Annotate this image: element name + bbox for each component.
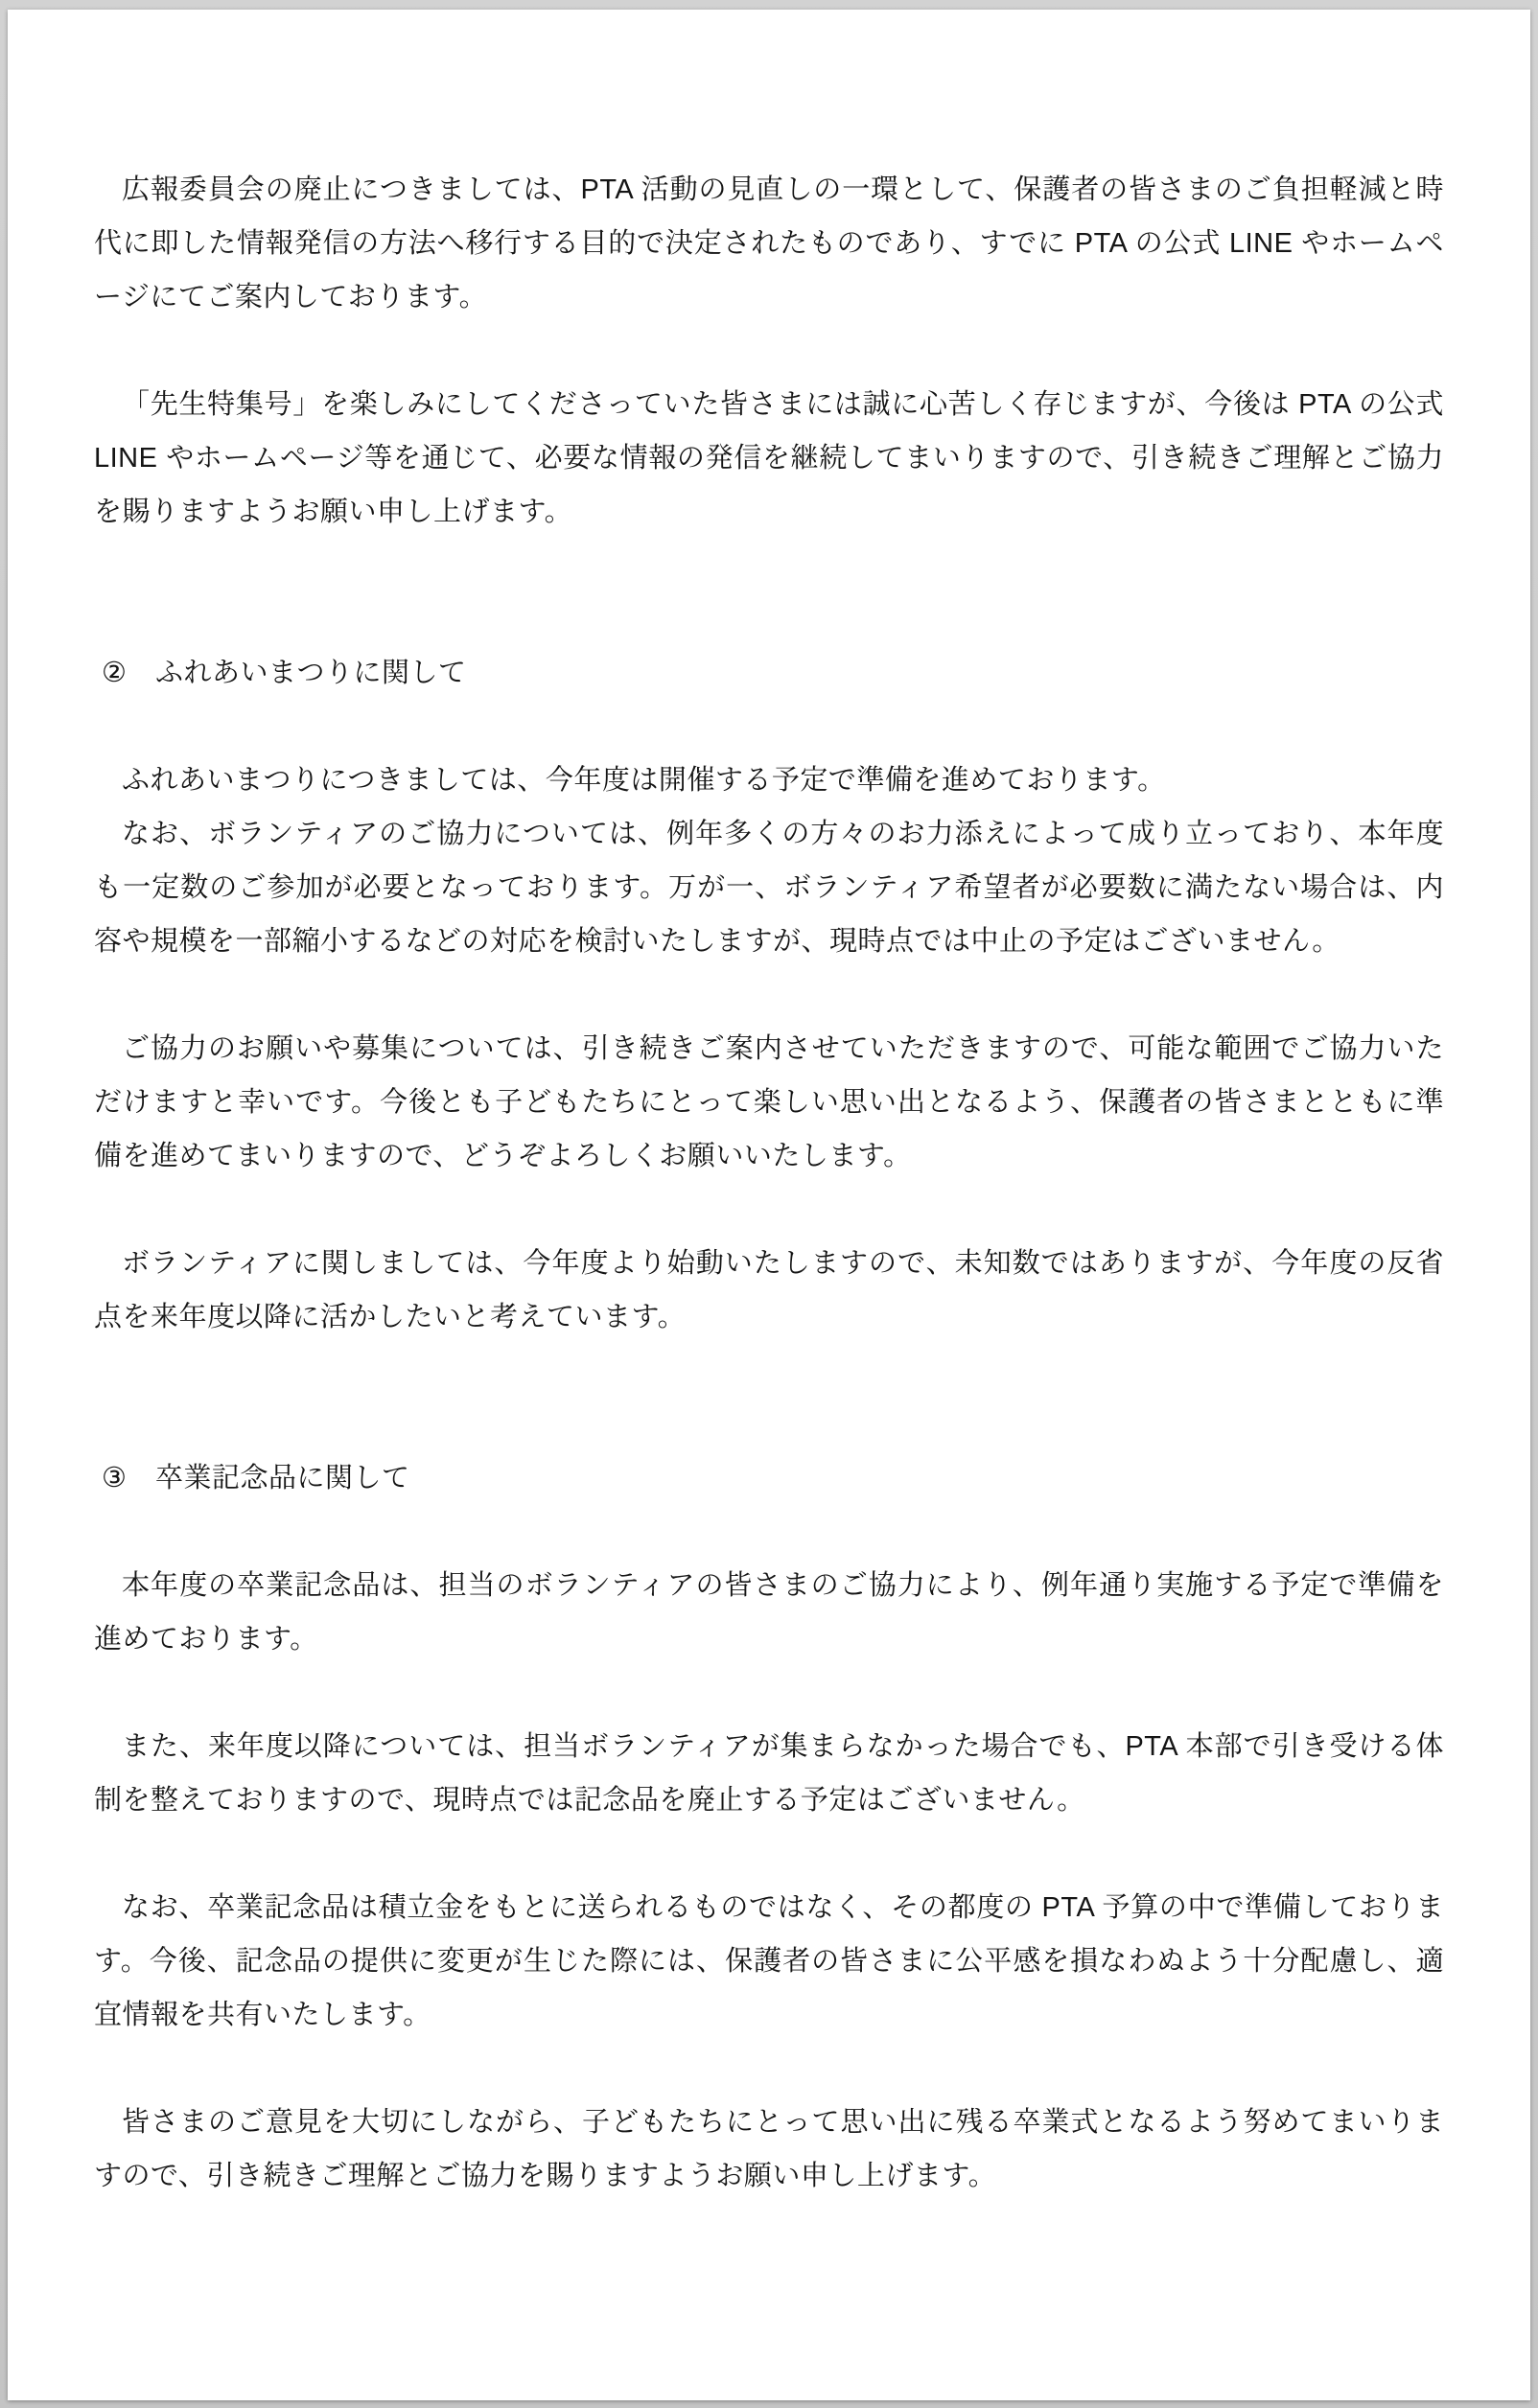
paragraph-kinenhin-rainendo: また、来年度以降については、担当ボランティアが集まらなかった場合でも、PTA 本部で引き受ける体制を整えておりますので、現時点では記念品を廃止する予定はございません。 — [94, 1731, 1444, 1816]
paragraph-fureai-kaisai: ふれあいまつりにつきましては、今年度は開催する予定で準備を進めております。 — [122, 765, 1166, 796]
paragraph-koho-haishi: 広報委員会の廃止につきましては、PTA 活動の見直しの一環として、保護者の皆さまのご負担軽減と時代に即した情報発信の方法へ移行する目的で決定されたものであり、すでに PTA の公式 LINE やホームページにてご案内しております。 — [94, 174, 1444, 313]
paragraph-kinenhin-honnendo: 本年度の卒業記念品は、担当のボランティアの皆さまのご協力により、例年通り実施する予定で準備を進めております。 — [94, 1570, 1444, 1655]
document-page — [8, 10, 1530, 2400]
paragraph-kyoryoku-onegai: ご協力のお願いや募集については、引き続きご案内させていただきますので、可能な範囲でご協力いただけますと幸いです。今後とも子どもたちにとって楽しい思い出となるよう、保護者の皆さまとともに準備を進めてまいりますので、どうぞよろしくお願いいたします。 — [94, 1033, 1444, 1171]
paragraph-volunteer-kyoryoku: なお、ボランティアのご協力については、例年多くの方々のお力添えによって成り立っており、本年度も一定数のご参加が必要となっております。万が一、ボランティア希望者が必要数に満たない場合は、内容や規模を一部縮小するなどの対応を検討いたしますが、現時点では中止の予定はございません。 — [94, 819, 1444, 957]
section-heading-fureai-matsuri: ② ふれあいまつりに関して — [102, 658, 467, 688]
paragraph-kinenhin-yosan: なお、卒業記念品は積立金をもとに送られるものではなく、その都度の PTA 予算の中で準備しております。今後、記念品の提供に変更が生じた際には、保護者の皆さまに公平感を損なわぬよう十分配慮し、適宜情報を共有いたします。 — [94, 1892, 1444, 2030]
section-heading-sotsugyo-kinenhin: ③ 卒業記念品に関して — [102, 1463, 410, 1493]
paragraph-volunteer-shido: ボランティアに関しましては、今年度より始動いたしますので、未知数ではありますが、今年度の反省点を来年度以降に活かしたいと考えています。 — [94, 1248, 1444, 1332]
paragraph-goiken-musubi: 皆さまのご意見を大切にしながら、子どもたちにとって思い出に残る卒業式となるよう努めてまいりますので、引き続きご理解とご協力を賜りますようお願い申し上げます。 — [94, 2107, 1444, 2191]
paragraph-sensei-tokushugo: 「先生特集号」を楽しみにしてくださっていた皆さまには誠に心苦しく存じますが、今後は PTA の公式 LINE やホームページ等を通じて、必要な情報の発信を継続してまいりますので、引き続きご理解とご協力を賜りますようお願い申し上げます。 — [94, 389, 1444, 527]
